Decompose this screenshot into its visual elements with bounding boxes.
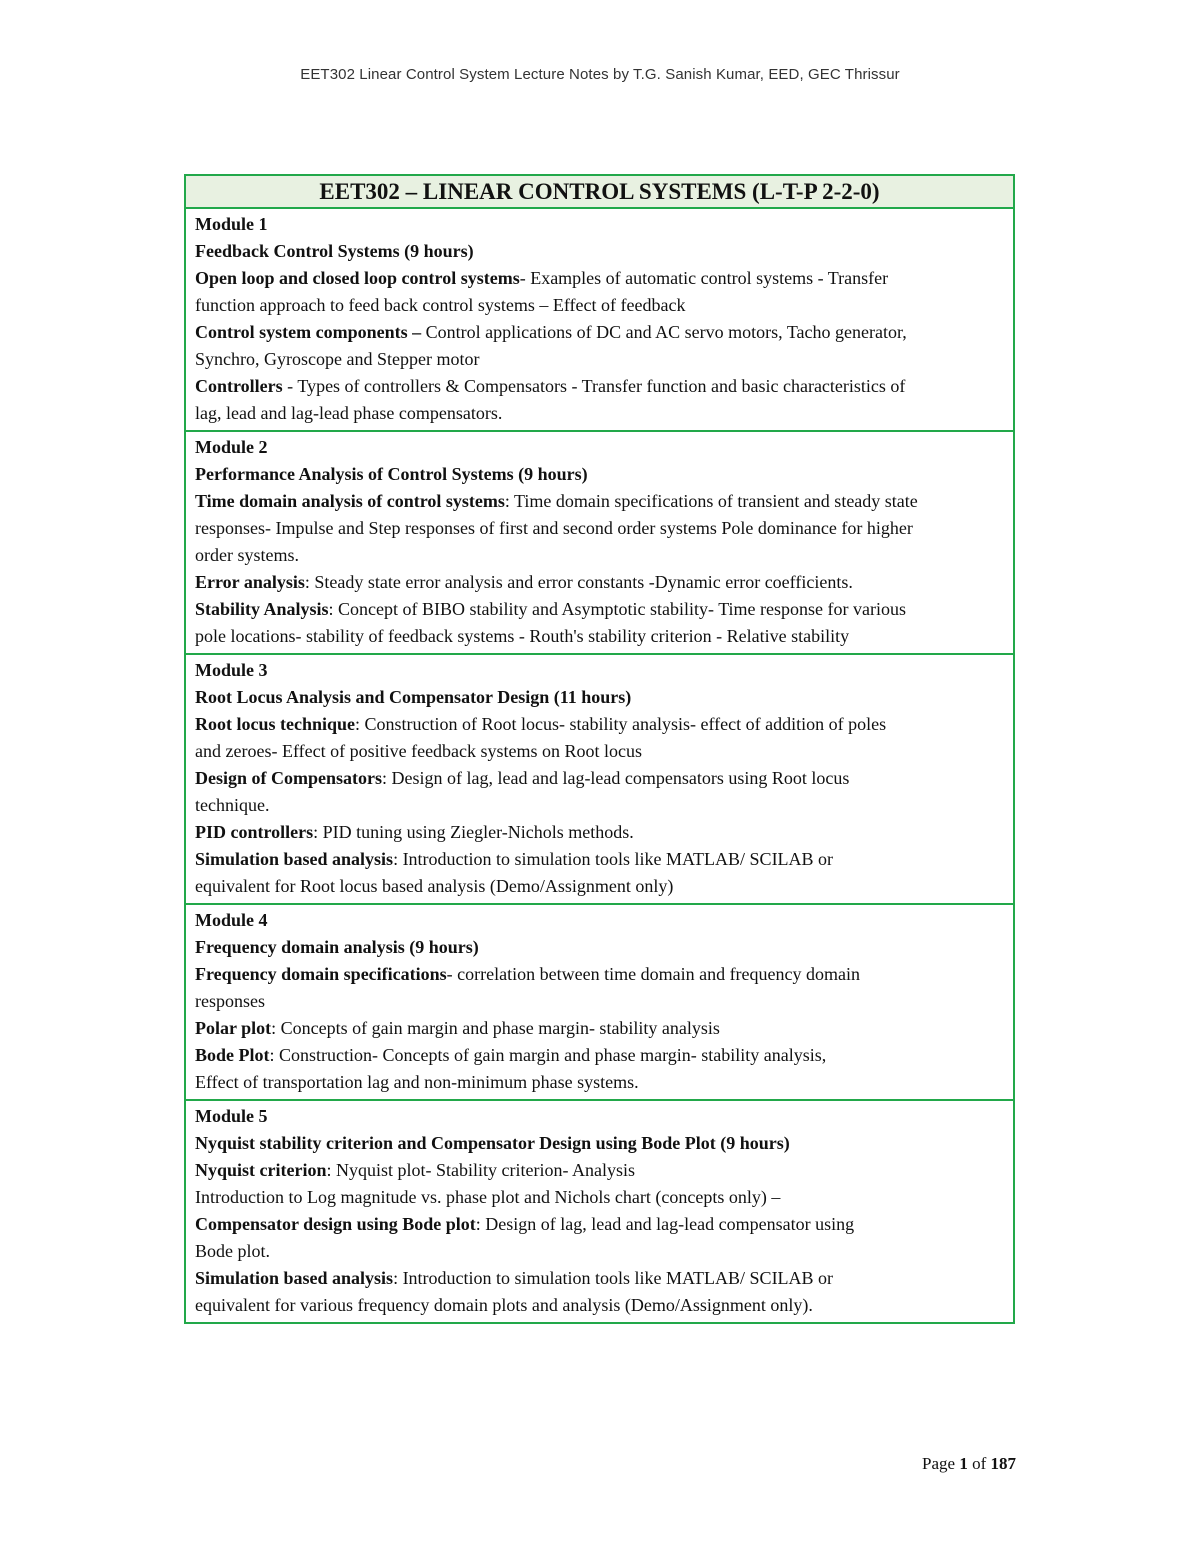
topic-title: Bode Plot bbox=[195, 1045, 270, 1065]
topic-line bbox=[195, 738, 1004, 765]
topic-title: Time domain analysis of control systems bbox=[195, 491, 505, 511]
topic-text: and zeroes- Effect of positive feedback systems on Root locus bbox=[195, 741, 643, 761]
topic-line bbox=[195, 265, 1004, 292]
table-title-row bbox=[185, 175, 1014, 208]
topic-line bbox=[195, 373, 1004, 400]
topic-text: : Concepts of gain margin and phase margin- stability analysis bbox=[271, 1018, 720, 1038]
module-cell bbox=[185, 208, 1014, 431]
topic-text: lag, lead and lag-lead phase compensators. bbox=[195, 403, 503, 423]
topic-line bbox=[195, 765, 1004, 792]
topic-title: Compensator design using Bode plot bbox=[195, 1214, 476, 1234]
topic-line bbox=[195, 711, 1004, 738]
topic-line bbox=[195, 846, 1004, 873]
topic-line bbox=[195, 873, 1004, 900]
topic-line bbox=[195, 319, 1004, 346]
topic-line bbox=[195, 400, 1004, 427]
topic-text: : Construction of Root locus- stability analysis- effect of addition of poles bbox=[355, 714, 887, 734]
module-label: Module 2 bbox=[195, 437, 268, 457]
module-heading: Root Locus Analysis and Compensator Design (11 hours) bbox=[195, 687, 632, 707]
topic-title: Polar plot bbox=[195, 1018, 272, 1038]
syllabus-table bbox=[184, 174, 1015, 1324]
topic-text: - Examples of automatic control systems - Transfer bbox=[519, 268, 889, 288]
topic-line bbox=[195, 569, 1004, 596]
topic-title: Nyquist criterion bbox=[195, 1160, 327, 1180]
topic-title: Root locus technique bbox=[195, 714, 356, 734]
module-row bbox=[185, 431, 1014, 654]
module-cell bbox=[185, 904, 1014, 1100]
topic-line bbox=[195, 961, 1004, 988]
topic-text: : Nyquist plot- Stability criterion- Analysis bbox=[326, 1160, 635, 1180]
topic-text: : Design of lag, lead and lag-lead compensator using bbox=[475, 1214, 855, 1234]
topic-title: Design of Compensators bbox=[195, 768, 382, 788]
module-row bbox=[185, 208, 1014, 431]
topic-line bbox=[195, 1157, 1004, 1184]
of-word: of bbox=[972, 1454, 987, 1473]
topic-line bbox=[195, 488, 1004, 515]
topic-text: : Introduction to simulation tools like MATLAB/ SCILAB or bbox=[393, 1268, 834, 1288]
topic-title: Error analysis bbox=[195, 572, 305, 592]
module-label: Module 5 bbox=[195, 1106, 268, 1126]
topic-title: Frequency domain specifications bbox=[195, 964, 447, 984]
module-row bbox=[185, 1100, 1014, 1323]
topic-text: Bode plot. bbox=[195, 1241, 270, 1261]
topic-text: equivalent for Root locus based analysis (Demo/Assignment only) bbox=[195, 876, 674, 896]
topic-line bbox=[195, 1292, 1004, 1319]
module-heading: Nyquist stability criterion and Compensator Design using Bode Plot (9 hours) bbox=[195, 1133, 790, 1153]
topic-line bbox=[195, 988, 1004, 1015]
module-cell bbox=[185, 654, 1014, 904]
topic-text: function approach to feed back control systems – Effect of feedback bbox=[195, 295, 686, 315]
topic-text: - Types of controllers & Compensators - Transfer function and basic characteristics of bbox=[282, 376, 906, 396]
table-title: EET302 – LINEAR CONTROL SYSTEMS (L-T-P 2-2-0) bbox=[185, 175, 1014, 208]
module-label: Module 1 bbox=[195, 214, 268, 234]
running-header: EET302 Linear Control System Lecture Notes by T.G. Sanish Kumar, EED, GEC Thrissur bbox=[300, 66, 900, 83]
topic-text: equivalent for various frequency domain plots and analysis (Demo/Assignment only). bbox=[195, 1295, 813, 1315]
topic-line bbox=[195, 1069, 1004, 1096]
page-number: 1 bbox=[959, 1454, 968, 1473]
topic-line bbox=[195, 1184, 1004, 1211]
topic-line bbox=[195, 792, 1004, 819]
topic-title: Stability Analysis bbox=[195, 599, 329, 619]
topic-line bbox=[195, 1238, 1004, 1265]
topic-text: Synchro, Gyroscope and Stepper motor bbox=[195, 349, 480, 369]
module-cell bbox=[185, 1100, 1014, 1323]
topic-line bbox=[195, 819, 1004, 846]
topic-line bbox=[195, 1015, 1004, 1042]
topic-line bbox=[195, 596, 1004, 623]
page-footer bbox=[0, 1454, 1016, 1474]
topic-title: Controllers bbox=[195, 376, 283, 396]
topic-line bbox=[195, 1042, 1004, 1069]
module-heading: Performance Analysis of Control Systems (9 hours) bbox=[195, 464, 588, 484]
topic-text: technique. bbox=[195, 795, 270, 815]
topic-line bbox=[195, 1265, 1004, 1292]
topic-title: Open loop and closed loop control systems bbox=[195, 268, 520, 288]
module-heading: Feedback Control Systems (9 hours) bbox=[195, 241, 474, 261]
topic-text: Control applications of DC and AC servo motors, Tacho generator, bbox=[421, 322, 907, 342]
topic-line bbox=[195, 515, 1004, 542]
module-row bbox=[185, 904, 1014, 1100]
module-label: Module 3 bbox=[195, 660, 268, 680]
topic-text: - correlation between time domain and frequency domain bbox=[446, 964, 861, 984]
topic-text: order systems. bbox=[195, 545, 299, 565]
total-pages: 187 bbox=[990, 1454, 1016, 1473]
topic-line bbox=[195, 542, 1004, 569]
topic-text: : Design of lag, lead and lag-lead compensators using Root locus bbox=[382, 768, 850, 788]
module-label: Module 4 bbox=[195, 910, 268, 930]
topic-line bbox=[195, 292, 1004, 319]
topic-title: Simulation based analysis bbox=[195, 1268, 394, 1288]
module-row bbox=[185, 654, 1014, 904]
topic-line bbox=[195, 1211, 1004, 1238]
page-word: Page bbox=[922, 1454, 956, 1473]
topic-text: Effect of transportation lag and non-minimum phase systems. bbox=[195, 1072, 639, 1092]
topic-text: pole locations- stability of feedback systems - Routh's stability criterion - Relative stability bbox=[195, 626, 850, 646]
topic-text: responses bbox=[195, 991, 265, 1011]
topic-text: : PID tuning using Ziegler-Nichols methods. bbox=[313, 822, 634, 842]
topic-text: : Concept of BIBO stability and Asymptotic stability- Time response for various bbox=[328, 599, 907, 619]
topic-line bbox=[195, 623, 1004, 650]
module-cell bbox=[185, 431, 1014, 654]
topic-line bbox=[195, 346, 1004, 373]
topic-title: Simulation based analysis bbox=[195, 849, 394, 869]
topic-text: : Time domain specifications of transient and steady state bbox=[504, 491, 918, 511]
topic-text: Introduction to Log magnitude vs. phase plot and Nichols chart (concepts only) – bbox=[195, 1187, 781, 1207]
topic-text: responses- Impulse and Step responses of first and second order systems Pole dominance for higher bbox=[195, 518, 913, 538]
topic-text: : Construction- Concepts of gain margin and phase margin- stability analysis, bbox=[269, 1045, 827, 1065]
module-heading: Frequency domain analysis (9 hours) bbox=[195, 937, 479, 957]
topic-title: PID controllers bbox=[195, 822, 314, 842]
topic-text: : Steady state error analysis and error constants -Dynamic error coefficients. bbox=[304, 572, 853, 592]
topic-title: Control system components – bbox=[195, 322, 422, 342]
topic-text: : Introduction to simulation tools like MATLAB/ SCILAB or bbox=[393, 849, 834, 869]
